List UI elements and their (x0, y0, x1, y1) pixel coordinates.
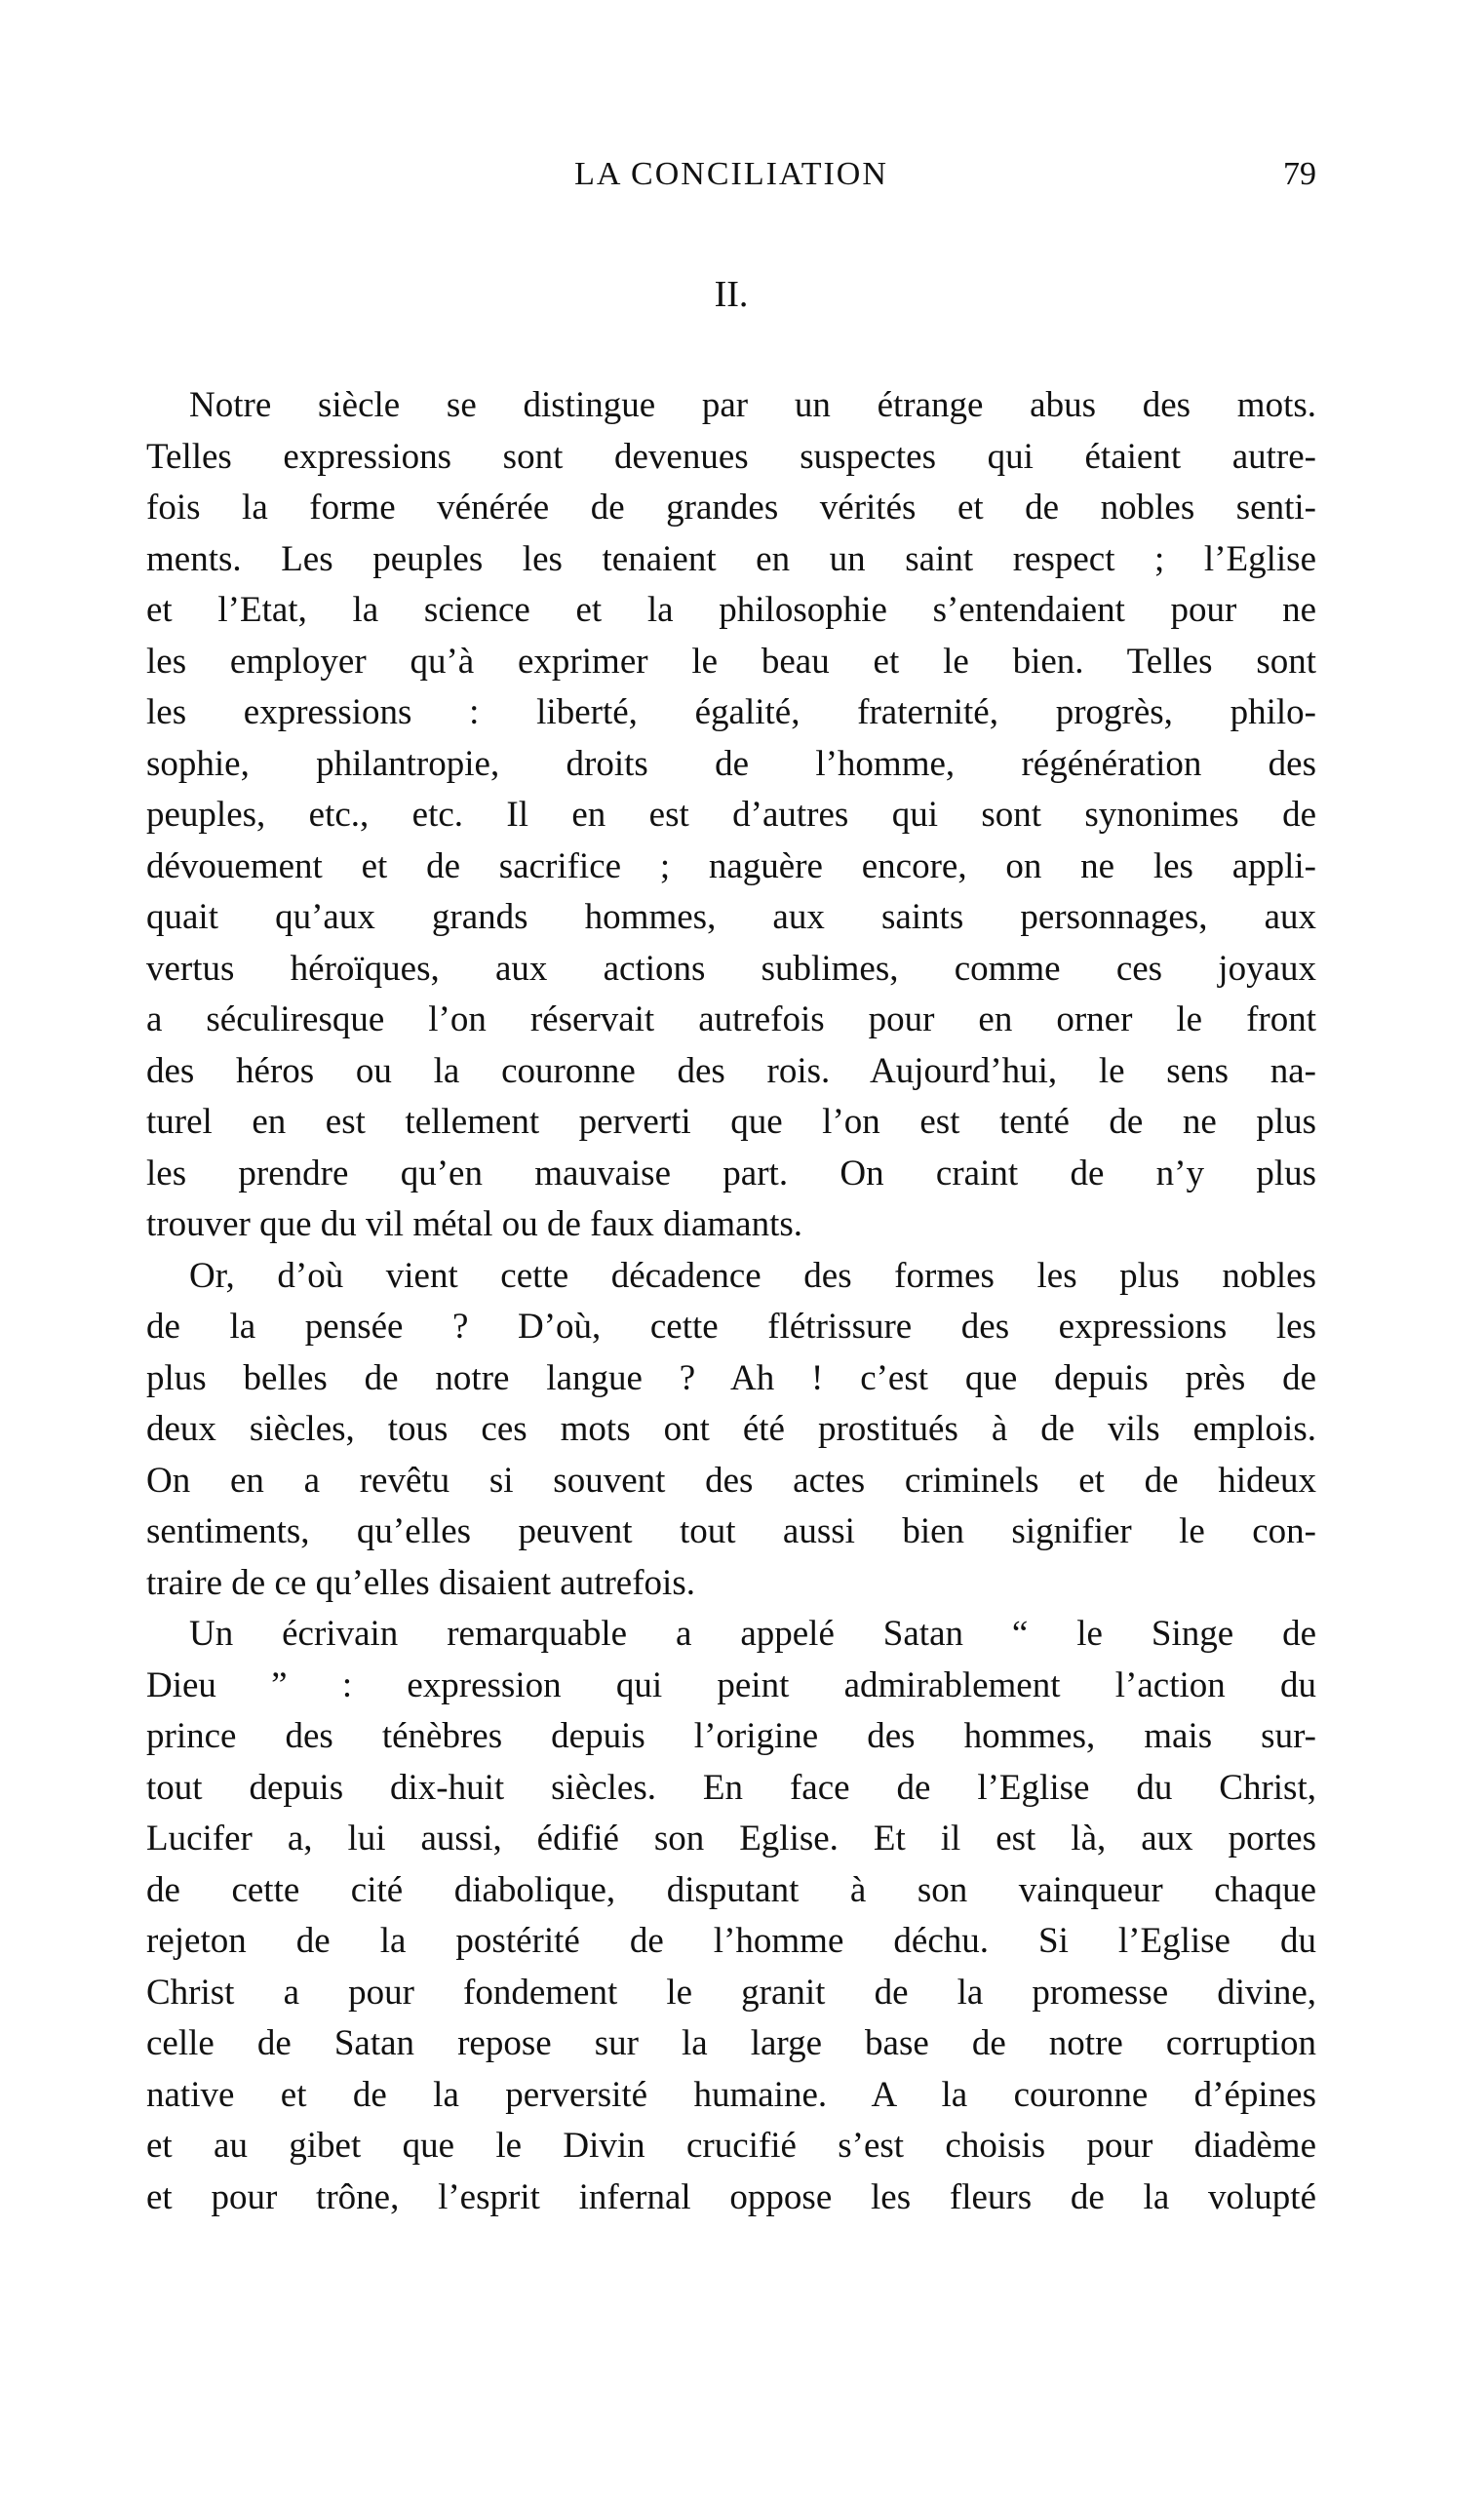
page-number: 79 (1283, 156, 1316, 192)
text-line: et au gibet que le Divin crucifié s’est choisis pour diadème (146, 2126, 1316, 2166)
text-line: trouver que du vil métal ou de faux diamants. (146, 1204, 803, 1244)
text-line: deux siècles, tous ces mots ont été prostitués à de vils emplois. (146, 1409, 1316, 1449)
text-line: plus belles de notre langue ? Ah ! c’est que depuis près de (146, 1357, 1316, 1398)
text-line: vertus héroïques, aux actions sublimes, comme ces joyaux (146, 948, 1316, 989)
running-title: LA CONCILIATION (574, 156, 888, 192)
text-line: turel en est tellement perverti que l’on est tenté de ne plus (146, 1102, 1316, 1142)
text-line: peuples, etc., etc. Il en est d’autres qui sont synonimes de (146, 795, 1316, 835)
text-line: sophie, philantropie, droits de l’homme, régénération des (146, 743, 1316, 784)
text-line: Un écrivain remarquable a appelé Satan “ le Singe de (189, 1614, 1316, 1654)
text-line: Telles expressions sont devenues suspectes qui étaient autre- (146, 436, 1316, 477)
text-line: sentiments, qu’elles peuvent tout aussi bien signifier le con- (146, 1511, 1316, 1551)
text-line: rejeton de la postérité de l’homme déchu. Si l’Eglise du (146, 1921, 1316, 1961)
running-head (146, 156, 1316, 205)
text-line: Dieu ” : expression qui peint admirablement l’action du (146, 1664, 1316, 1705)
text-line: Or, d’où vient cette décadence des formes les plus nobles (189, 1255, 1316, 1296)
text-line: celle de Satan repose sur la large base de notre corruption (146, 2023, 1316, 2063)
text-line: les prendre qu’en mauvaise part. On craint de n’y plus (146, 1153, 1316, 1193)
text-line: traire de ce qu’elles disaient autrefois. (146, 1562, 695, 1603)
text-line: Lucifer a, lui aussi, édifié son Eglise. Et il est là, aux portes (146, 1819, 1316, 1858)
text-line: prince des ténèbres depuis l’origine des hommes, mais sur- (146, 1716, 1316, 1756)
text-line: Christ a pour fondement le granit de la promesse divine, (146, 1972, 1316, 2013)
text-line: les employer qu’à exprimer le beau et le bien. Telles sont (146, 641, 1316, 682)
section-heading: II. (714, 274, 749, 315)
text-line: ments. Les peuples les tenaient en un saint respect ; l’Eglise (146, 538, 1316, 579)
text-line: dévouement et de sacrifice ; naguère encore, on ne les appli- (146, 845, 1316, 886)
text-line: tout depuis dix-huit siècles. En face de l’Eglise du Christ, (146, 1767, 1316, 1808)
text-line: quait qu’aux grands hommes, aux saints personnages, aux (146, 897, 1316, 937)
text-line: et l’Etat, la science et la philosophie s’entendaient pour ne (146, 590, 1316, 630)
text-line: des héros ou la couronne des rois. Aujourd’hui, le sens na- (146, 1050, 1316, 1091)
text-line: de cette cité diabolique, disputant à son vainqueur chaque (146, 1869, 1316, 1910)
text-line: de la pensée ? D’où, cette flétrissure des expressions les (146, 1307, 1316, 1347)
body-text (146, 380, 1316, 2223)
text-line: On en a revêtu si souvent des actes criminels et de hideux (146, 1460, 1316, 1501)
text-line: Notre siècle se distingue par un étrange abus des mots. (189, 385, 1316, 425)
text-line: et pour trône, l’esprit infernal oppose les fleurs de la volupté (146, 2176, 1316, 2217)
text-line: les expressions : liberté, égalité, fraternité, progrès, philo- (146, 692, 1316, 732)
text-line: a séculiresque l’on réservait autrefois pour en orner le front (146, 999, 1316, 1039)
text-line: native et de la perversité humaine. A la couronne d’épines (146, 2074, 1316, 2115)
text-line: fois la forme vénérée de grandes vérités et de nobles senti- (146, 488, 1316, 528)
